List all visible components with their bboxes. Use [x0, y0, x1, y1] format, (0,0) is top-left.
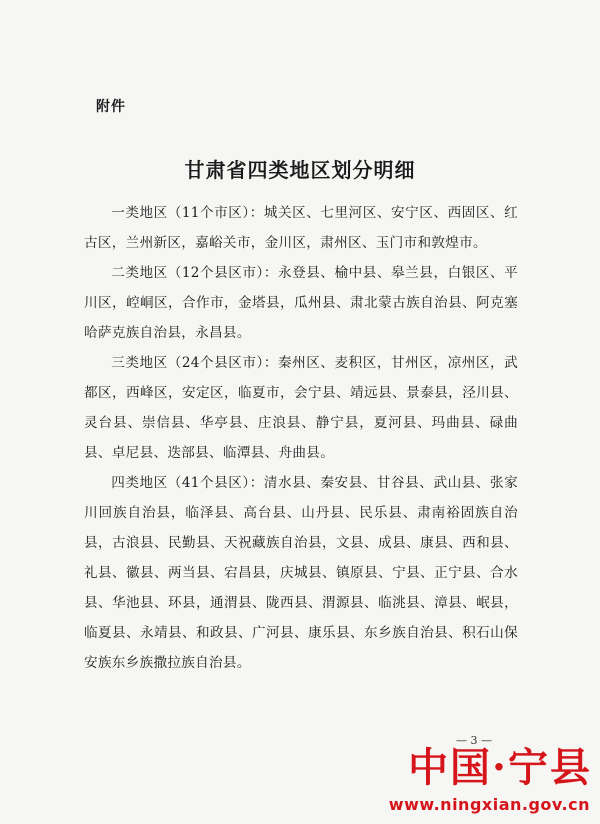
watermark-url[interactable]: www.ningxian.gov.cn	[388, 795, 590, 814]
watermark-logo: 中国·宁县	[408, 744, 592, 791]
page-number: — 3 —	[456, 734, 492, 747]
paragraph-class-2: 二类地区（12个县区市）：永登县、榆中县、皋兰县，白银区、平川区，崆峒区，合作市，金塔县，瓜州县、肃北蒙古族自治县、阿克塞哈萨克族自治县，永昌县。	[84, 265, 518, 341]
paragraph-class-1: 一类地区（11个市区）：城关区、七里河区、安宁区、西固区、红古区，兰州新区，嘉峪关市，金川区，肃州区、玉门市和敦煌市。	[84, 205, 518, 251]
document-title: 甘肃省四类地区划分明细	[184, 158, 416, 182]
document-body	[84, 198, 518, 678]
paragraph-class-4: 四类地区（41个县区）：清水县、秦安县、甘谷县、武山县、张家川回族自治县，临泽县、高台县、山丹县、民乐县、肃南裕固族自治县，古浪县、民勤县、天祝藏族自治县，文县、成县、康县、西和县、礼县、徽县、两当县、宕昌县，庆城县、镇原县、宁县、正宁县、合水县、华池县、环县，通渭县、陇西县、渭源县、临洮县、漳县、岷县，临夏县、永靖县、和政县、广河县、康乐县、东乡族自治县、积石山保安族东乡族撒拉族自治县。	[84, 475, 518, 671]
attachment-label: 附件	[96, 99, 126, 115]
paragraph-class-3: 三类地区（24个县区市）：秦州区、麦积区，甘州区，凉州区，武都区，西峰区，安定区，临夏市，会宁县、靖远县、景泰县，泾川县、灵台县、崇信县、华亭县、庄浪县、静宁县，夏河县、玛曲县、碌曲县、卓尼县、迭部县、临潭县、舟曲县。	[84, 355, 518, 461]
